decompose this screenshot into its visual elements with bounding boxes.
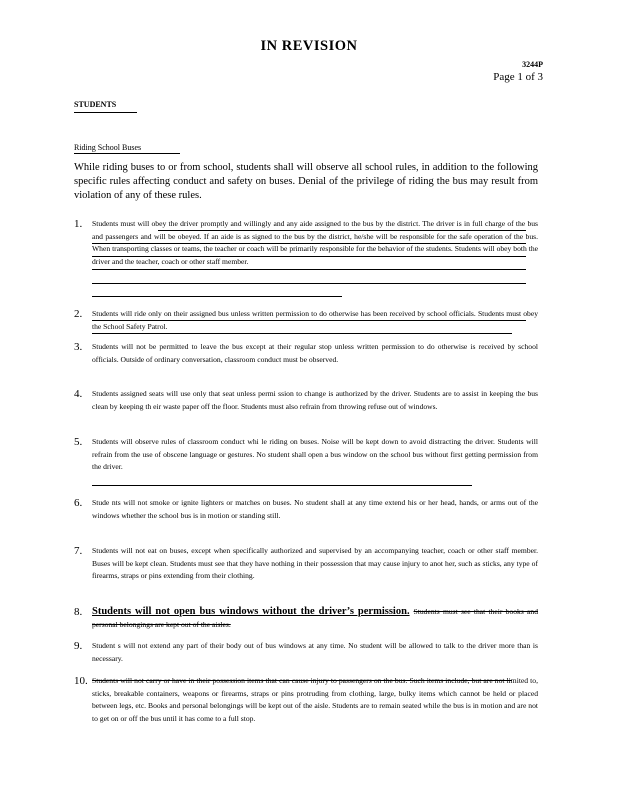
rule-text-struck: Students must see that their books and personal belongings are kept out of the aisles. <box>92 607 539 629</box>
rule-item <box>74 640 538 665</box>
rule-item <box>74 341 538 366</box>
rule-text: Student s will not extend any part of their body out of bus windows at any time. No student will be allowed to talk to the driver more than is necessary. <box>92 641 538 663</box>
rule-number: 1. <box>74 218 83 230</box>
rule-number: 6. <box>74 497 83 509</box>
rule-item <box>74 497 538 522</box>
rule-item <box>74 545 538 583</box>
subheading-underline <box>74 153 180 154</box>
section-heading: STUDENTS <box>74 100 117 109</box>
rule-number: 10. <box>74 675 88 687</box>
rule-number: 8. <box>74 606 83 618</box>
revision-underline <box>92 296 342 297</box>
rule-number: 7. <box>74 545 83 557</box>
rule-text: Students will not eat on buses, except when specifically authorized and supervised by an accompanying teacher, coach or other staff member. Buses will be kept clean. Students must see that they have nothing in their possession that may cause injury to anot her, such as sticks, any type of firearms, straps or pins extending from their clothing. <box>92 546 538 581</box>
policy-code: 3244P <box>522 60 543 69</box>
rule-number: 4. <box>74 388 83 400</box>
rule-text: Students must will obey the driver promptly and willingly and any aide assigned to the bus by the district. The driver is in full charge of the bus and passengers and will be obeyed. If an aide is as signed to the bus by the district, he/she will be responsible for the safe operation of the bus. When transporting classes or teams, the teacher or coach will be primarily responsible for the behavior of the students. Students will obey both the driver and the teacher, coach or other staff member. <box>92 219 538 266</box>
subheading: Riding School Buses <box>74 143 142 152</box>
rule-text: Students will observe rules of classroom conduct whi le riding on buses. Noise will be kept down to avoid distracting the driver. Students will refrain from the use of obscene language or gestures. No student shall open a bus window on the school bus without first getting permission from the driver. <box>92 437 538 472</box>
rule-text: Students will not be permitted to leave the bus except at their regular stop unless written permission to do otherwise is received by school officials. Outside of ordinary conversation, classroom conduct must be observed. <box>92 342 538 364</box>
rule-text: Students assigned seats will use only that seat unless permi ssion to change is authorized by the driver. Students are to assist in keeping the bus clean by keeping th eir waste paper off the floor. Students must also refrain from throwing refuse out of windows. <box>92 389 538 411</box>
rule-item <box>74 606 538 631</box>
rule-item <box>74 436 538 474</box>
rule-text: Students will ride only on their assigned bus unless written permission to do otherwise has been received by school officials. Students must obey the School Safety Patrol. <box>92 309 538 331</box>
revision-underline <box>92 269 526 270</box>
rule-text: Students will not carry or have in their possession items that can cause injury to passengers on the bus. Such items include, but are not limited to, sticks, breakable containers, weapons or firearms, straps or pins protruding from clothing, large, bulky items which cannot be held or placed between legs, etc. Books and personal belongings will be kept out of the aisle. Students are to remain seated while the bus is in motion and are not to get on or off the bus until it has come to a full stop. <box>92 676 538 723</box>
rule-text: Stude nts will not smoke or ignite lighters or matches on buses. No student shall at any time extend his or her head, hands, or arms out of the windows whether the school bus is in motion or standing still. <box>92 498 538 520</box>
intro-paragraph: While riding buses to or from school, students shall will observe all school rules, in addition to the following specific rules affecting conduct and safety on buses. Denial of the privilege of riding the bus may result from violation of any of these rules. <box>74 162 538 201</box>
rule-item <box>74 675 538 725</box>
revision-underline <box>92 485 472 486</box>
rule-text <box>92 606 538 631</box>
rule-text-main: Students will not open bus windows without the driver’s permission. <box>92 606 410 617</box>
section-underline <box>74 112 137 113</box>
revision-underline <box>92 283 526 284</box>
rule-number: 5. <box>74 436 83 448</box>
page-number: Page 1 of 3 <box>493 71 543 83</box>
rule-number: 2. <box>74 308 83 320</box>
rule-item <box>74 388 538 413</box>
document-title: IN REVISION <box>260 38 358 54</box>
rule-item <box>74 308 538 333</box>
rule-number: 9. <box>74 640 83 652</box>
rule-number: 3. <box>74 341 83 353</box>
rule-item <box>74 218 538 268</box>
